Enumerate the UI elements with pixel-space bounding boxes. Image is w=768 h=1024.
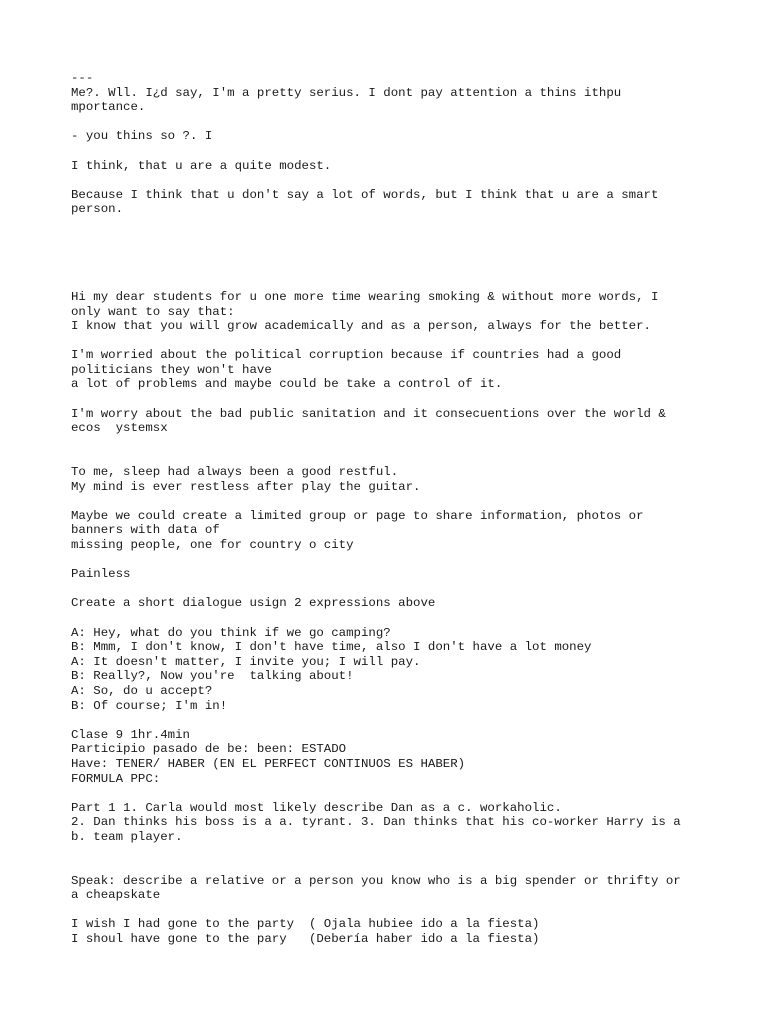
text-line: Speak: describe a relative or a person you know who is a big spender or thrifty or <box>71 873 681 888</box>
text-line: Participio pasado de be: been: ESTADO <box>71 742 347 757</box>
text-line: Painless <box>71 567 131 582</box>
text-line: Part 1 1. Carla would most likely describe Dan as a c. workaholic. <box>71 800 562 815</box>
text-line: B: Of course; I'm in! <box>71 698 228 713</box>
text-line: ecos ystemsx <box>71 421 168 436</box>
blank-line <box>71 844 711 859</box>
blank-line <box>71 115 711 130</box>
text-line: a cheapskate <box>71 888 161 903</box>
text-line: I wish I had gone to the party ( Ojala hubiee ido a la fiesta) <box>71 917 540 932</box>
text-line: My mind is ever restless after play the guitar. <box>71 479 421 494</box>
text-line: Me?. Wll. I¿d say, I'm a pretty serius. I dont pay attention a thins ithpu <box>71 85 622 100</box>
text-line: Because I think that u don't say a lot of words, but I think that u are a smart <box>71 187 659 202</box>
blank-line <box>71 494 711 509</box>
text-line: b. team player. <box>71 829 183 844</box>
text-line: - you thins so ?. I <box>71 129 213 144</box>
blank-line <box>71 903 711 918</box>
blank-line <box>71 144 711 159</box>
blank-line <box>71 859 711 874</box>
blank-line <box>71 173 711 188</box>
blank-line <box>71 582 711 597</box>
blank-line <box>71 436 711 451</box>
text-line: Have: TENER/ HABER (EN EL PERFECT CONTINUOS ES HABER) <box>71 756 466 771</box>
text-line: only want to say that: <box>71 304 235 319</box>
blank-line <box>71 392 711 407</box>
text-line: Hi my dear students for u one more time wearing smoking & without more words, I <box>71 289 659 304</box>
blank-line <box>71 217 711 232</box>
text-line: person. <box>71 202 124 217</box>
text-line: mportance. <box>71 100 146 115</box>
text-line: politicians they won't have <box>71 362 272 377</box>
text-line: Clase 9 1hr.4min <box>71 727 190 742</box>
text-line: I think, that u are a quite modest. <box>71 158 332 173</box>
text-line: A: Hey, what do you think if we go camping? <box>71 625 391 640</box>
text-line: a lot of problems and maybe could be take a control of it. <box>71 377 503 392</box>
text-line: --- <box>71 71 94 85</box>
blank-line <box>71 261 711 276</box>
text-line: To me, sleep had always been a good restful. <box>71 465 399 480</box>
text-line: FORMULA PPC: <box>71 771 161 786</box>
text-line: Create a short dialogue usign 2 expressions above <box>71 596 436 611</box>
text-line: B: Really?, Now you're talking about! <box>71 669 354 684</box>
blank-line <box>71 611 711 626</box>
text-line: A: So, do u accept? <box>71 683 213 698</box>
text-line: banners with data of <box>71 523 220 538</box>
blank-line <box>71 713 711 728</box>
blank-line <box>71 246 711 261</box>
text-line: I'm worry about the bad public sanitation and it consecuentions over the world & <box>71 406 666 421</box>
text-line: Maybe we could create a limited group or page to share information, photos or <box>71 508 644 523</box>
text-line: I shoul have gone to the pary (Debería haber ido a la fiesta) <box>71 932 540 947</box>
text-line: I know that you will grow academically and as a person, always for the better. <box>71 319 651 334</box>
text-line: 2. Dan thinks his boss is a a. tyrant. 3. Dan thinks that his co-worker Harry is a <box>71 815 681 830</box>
blank-line <box>71 275 711 290</box>
text-line: I'm worried about the political corruption because if countries had a good <box>71 348 622 363</box>
blank-line <box>71 232 711 247</box>
text-line: B: Mmm, I don't know, I don't have time, also I don't have a lot money <box>71 640 592 655</box>
blank-line <box>71 334 711 349</box>
document-body <box>71 71 711 947</box>
blank-line <box>71 553 711 568</box>
blank-line <box>71 450 711 465</box>
blank-line <box>71 786 711 801</box>
text-line: missing people, one for country o city <box>71 538 354 552</box>
text-line: A: It doesn't matter, I invite you; I will pay. <box>71 654 421 669</box>
